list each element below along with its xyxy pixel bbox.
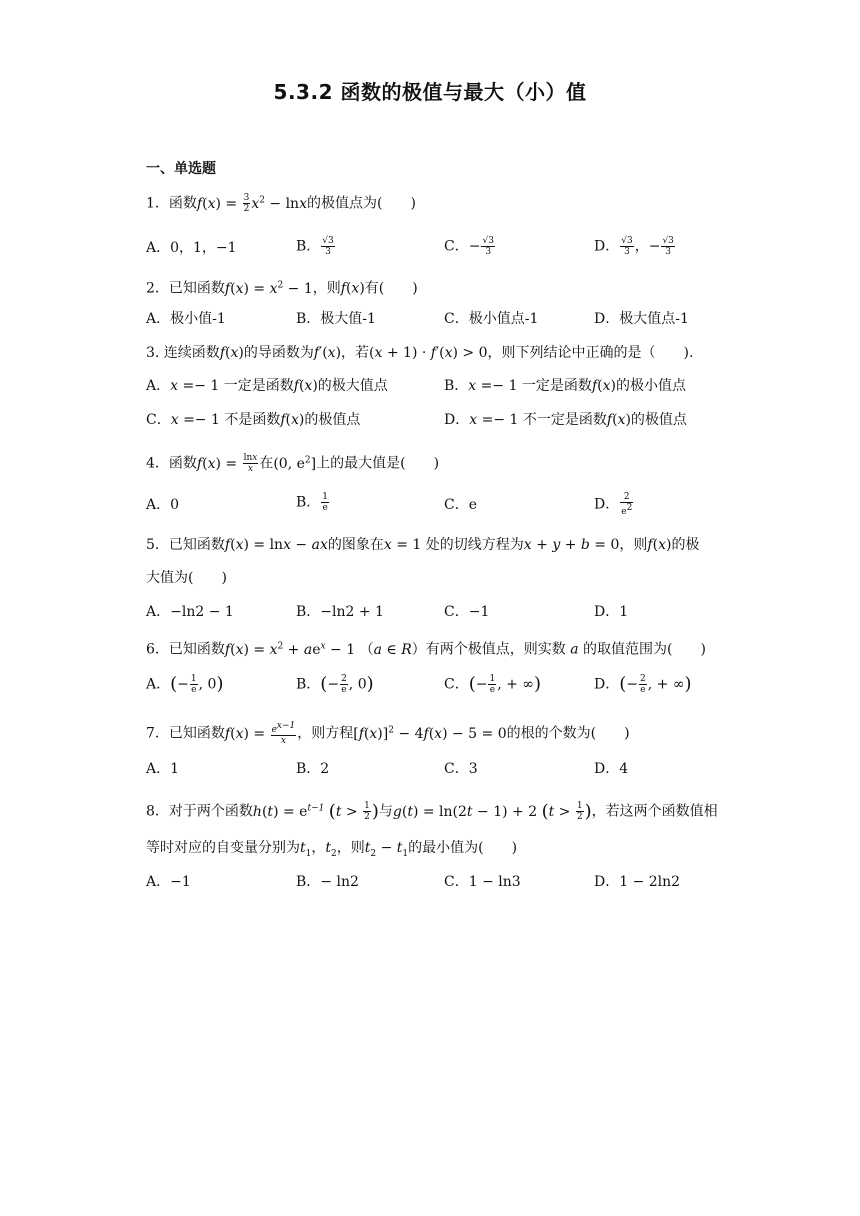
q4-option-b: B． $\frac{1}{e}$ <box>296 492 329 513</box>
q6-option-a: A．(− $\frac{1}{e}$ , 0) <box>146 673 224 695</box>
page-title: 5.3.2 函数的极值与最大（小）值 <box>273 80 587 104</box>
q8-option-a: A．−1 <box>146 874 191 890</box>
q1-option-a: A．0，1，−1 <box>146 240 237 256</box>
question-1 <box>146 190 416 214</box>
question-2: 2．已知函数$f(x) = x^2 - 1$，则f(x)有( ) <box>146 280 418 297</box>
q1-option-b: B． $\frac{√3}{3}$ <box>296 236 334 257</box>
q3-option-c: C．x =− 1 不是函数f(x)的极值点 <box>146 412 361 428</box>
q2-option-d: D．极大值点-1 <box>594 311 689 327</box>
q1-formula: f(x) = $\frac{3}{2}$ $x^2 - \ln x$ <box>196 193 307 215</box>
q3-option-b: B．x =− 1 一定是函数f(x)的极小值点 <box>444 378 686 394</box>
question-8-line2: 等时对应的自变量分别为$t_1$，$t_2$，则$t_2 - t_1$的最小值为( ) <box>146 840 518 859</box>
q1-stem: 1．函数 <box>146 195 197 212</box>
q8-option-c: C．1 − ln3 <box>444 874 521 890</box>
q2-option-a: A．极小值-1 <box>146 311 226 327</box>
q3-option-a: A．x =− 1 一定是函数f(x)的极大值点 <box>146 378 388 394</box>
q6-option-d: D．(− $\frac{2}{e}$ , + ∞) <box>594 673 692 695</box>
section-heading: 一、单选题 <box>146 161 216 177</box>
q6-option-b: B．(− $\frac{2}{e}$ , 0) <box>296 673 374 695</box>
q2-option-b: B．极大值-1 <box>296 311 376 327</box>
question-3: 3. 连续函数f(x)的导函数为f′(x)，若(x + 1) · f′(x) > 0，则下列结论中正确的是（ ). <box>146 345 694 361</box>
question-5-line2: 大值为( ) <box>146 570 227 586</box>
q7-option-c: C．3 <box>444 761 478 777</box>
q1-option-d: D． $\frac{√3}{3}$ ，− $\frac{√3}{3}$ <box>594 236 674 257</box>
question-6: 6．已知函数$f(x) = x^2 + ae^x - 1$ （a ∈ R）有两个极值点，则实数 a 的取值范围为( ) <box>146 641 706 658</box>
q4-option-a: A．0 <box>146 497 180 513</box>
q7-option-a: A．1 <box>146 761 180 777</box>
question-4: 4．函数f(x) = $\frac{\ln x}{x}$ 在(0, $e^2$]上的最大值是( ) <box>146 453 440 475</box>
q1-stem-end: 的极值点为( ) <box>306 195 416 212</box>
q5-option-c: C．−1 <box>444 604 490 620</box>
question-7: 7．已知函数f(x) = $\frac{e^{x-1}}{x}$ ，则方程$[f(x)]^2 - 4f(x) - 5 = 0$的根的个数为( ) <box>146 721 630 747</box>
q8-option-d: D．1 − 2ln2 <box>594 874 681 890</box>
q3-option-d: D．x =− 1 不一定是函数f(x)的极值点 <box>444 412 687 428</box>
q4-option-d: D． $\frac{2}{e^2}$ <box>594 492 633 517</box>
question-5: 5．已知函数f(x) = lnx − ax的图象在x = 1 处的切线方程为x + y + b = 0，则f(x)的极 <box>146 537 700 553</box>
q2-option-c: C．极小值点-1 <box>444 311 539 327</box>
q7-option-b: B．2 <box>296 761 330 777</box>
q1-option-c: C．− $\frac{√3}{3}$ <box>444 236 494 257</box>
q6-option-c: C．(− $\frac{1}{e}$ , + ∞) <box>444 673 541 695</box>
q7-option-d: D．4 <box>594 761 629 777</box>
q5-option-b: B．−ln2 + 1 <box>296 604 384 620</box>
q5-option-a: A．−ln2 − 1 <box>146 604 234 620</box>
q5-option-d: D．1 <box>594 604 629 620</box>
question-8: 8．对于两个函数$h(t) = e^{t-1}$ (t > $\frac{1}{2}$ )与g(t) = ln(2t − 1) + 2 (t > $\frac{1}{2}$ )，若这两个函数值相 <box>146 800 718 823</box>
q4-option-c: C．e <box>444 497 477 513</box>
q8-option-b: B．− ln2 <box>296 874 359 890</box>
